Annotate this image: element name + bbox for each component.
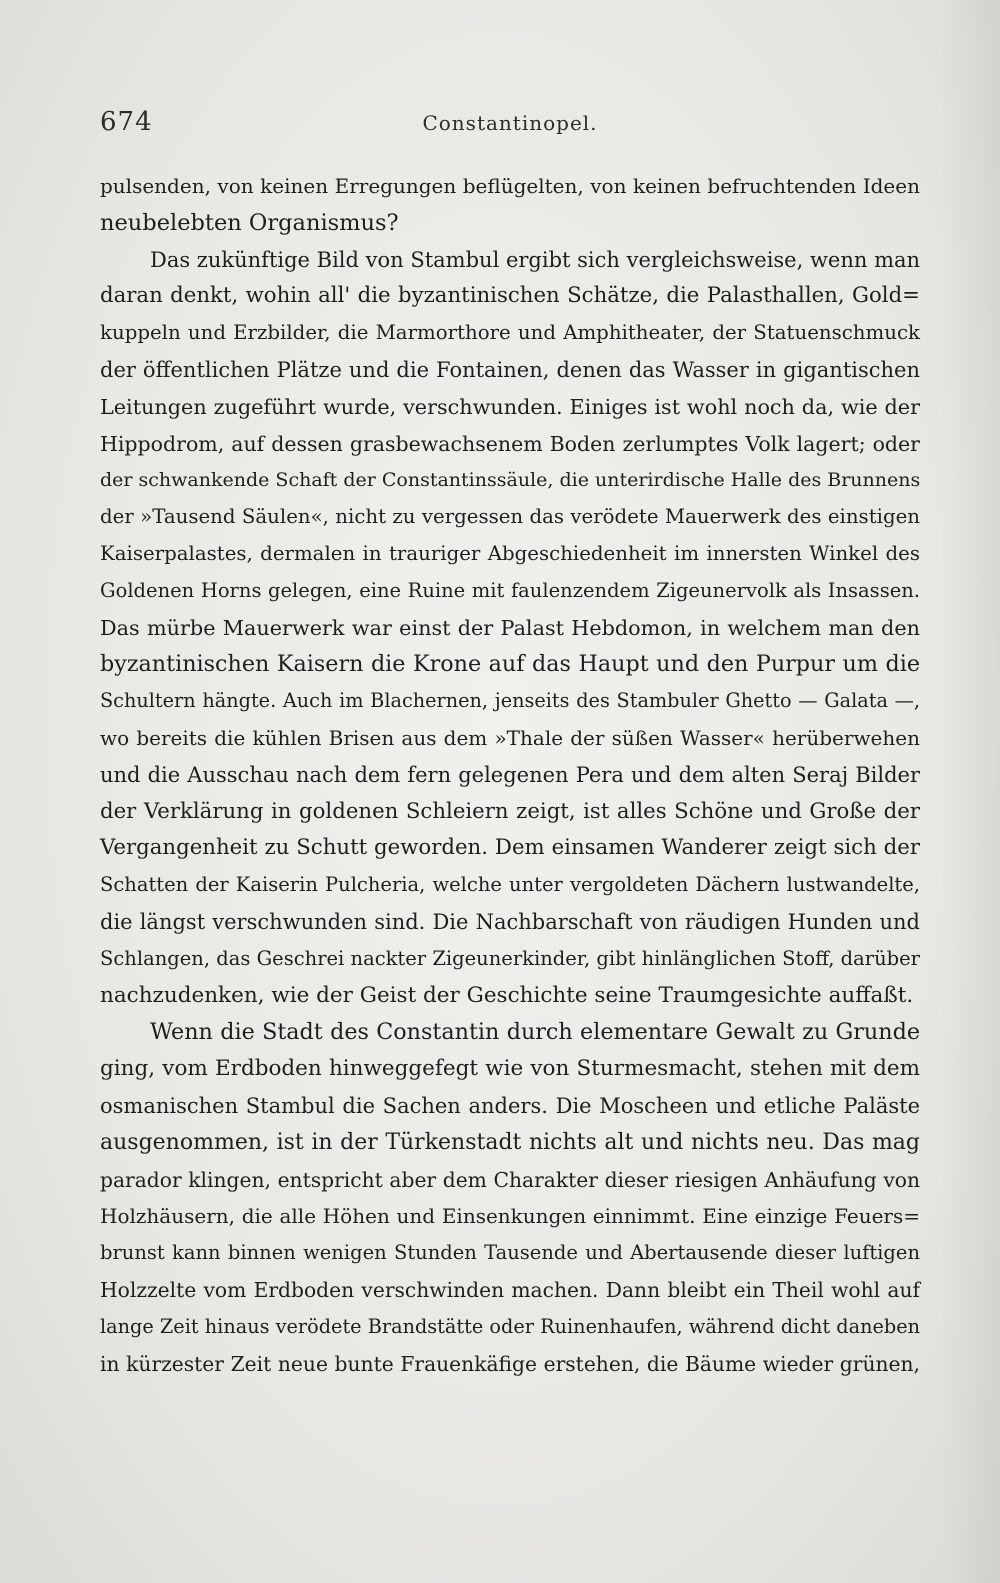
text-line: ging, vom Erdboden hinweggefegt wie von Sturmesmacht, stehen mit dem bbox=[100, 1056, 920, 1082]
text-line: Wenn die Stadt des Constantin durch elementare Gewalt zu Grunde bbox=[150, 1019, 920, 1046]
text-line: Holzzelte vom Erdboden verschwinden machen. Dann bleibt ein Theil wohl auf bbox=[100, 1277, 920, 1302]
text-line: und die Ausschau nach dem fern gelegenen Pera und dem alten Seraj Bilder bbox=[100, 762, 920, 787]
text-line: kuppeln und Erzbilder, die Marmorthore und Amphitheater, der Statuenschmuck bbox=[100, 321, 920, 345]
text-line: Schultern hängte. Auch im Blachernen, jenseits des Stambuler Ghetto — Galata —, bbox=[100, 689, 920, 713]
text-line: Leitungen zugeführt wurde, verschwunden. Einiges ist wohl noch da, wie der bbox=[100, 394, 920, 419]
text-line: Schatten der Kaiserin Pulcheria, welche unter vergoldeten Dächern lustwandelte, bbox=[100, 873, 920, 897]
text-line: byzantinischen Kaisern die Krone auf das Haupt und den Purpur um die bbox=[100, 651, 920, 678]
text-line: Hippodrom, auf dessen grasbewachsenem Boden zerlumptes Volk lagert; oder bbox=[100, 431, 920, 456]
text-line: brunst kann binnen wenigen Stunden Tausende und Abertausende dieser luftigen bbox=[100, 1241, 920, 1265]
text-line: der »Tausend Säulen«, nicht zu vergessen das verödete Mauerwerk des einstigen bbox=[100, 505, 920, 529]
text-line: parador klingen, entspricht aber dem Charakter dieser riesigen Anhäufung von bbox=[100, 1167, 920, 1192]
text-line: Das mürbe Mauerwerk war einst der Palast Hebdomon, in welchem man den bbox=[100, 615, 920, 640]
page-number: 674 bbox=[100, 107, 153, 137]
text-line: Goldenen Horns gelegen, eine Ruine mit faulenzendem Zigeunervolk als Insassen. bbox=[100, 578, 920, 602]
text-line: der schwankende Schaft der Constantinssäule, die unterirdische Halle des Brunnens bbox=[100, 469, 921, 492]
text-line: osmanischen Stambul die Sachen anders. Die Moscheen und etliche Paläste bbox=[100, 1093, 920, 1118]
text-line: ausgenommen, ist in der Türkenstadt nichts alt und nichts neu. Das mag bbox=[100, 1129, 920, 1155]
text-line: der Verklärung in goldenen Schleiern zeigt, ist alles Schöne und Große der bbox=[100, 798, 920, 824]
text-line: pulsenden, von keinen Erregungen beflügelten, von keinen befruchtenden Ideen bbox=[100, 174, 920, 198]
text-line: neubelebten Organismus? bbox=[100, 209, 399, 236]
text-line: Kaiserpalastes, dermalen in trauriger Abgeschiedenheit im innersten Winkel des bbox=[100, 541, 920, 565]
text-line: Holzhäusern, die alle Höhen und Einsenkungen einnimmt. Eine einzige Feuers= bbox=[100, 1204, 920, 1229]
page-shadow bbox=[940, 0, 1000, 1583]
text-line: nachzudenken, wie der Geist der Geschichte seine Traumgesichte auffaßt. bbox=[100, 982, 914, 1008]
text-line: der öffentlichen Plätze und die Fontainen, denen das Wasser in gigantischen bbox=[100, 357, 920, 382]
running-title: Constantinopel. bbox=[422, 111, 598, 135]
text-line: Schlangen, das Geschrei nackter Zigeunerkinder, gibt hinlänglichen Stoff, darüber bbox=[100, 946, 920, 970]
running-head bbox=[100, 107, 920, 147]
body-text bbox=[100, 168, 920, 1382]
text-line: lange Zeit hinaus verödete Brandstätte oder Ruinenhaufen, während dicht daneben bbox=[100, 1314, 920, 1338]
text-line: wo bereits die kühlen Brisen aus dem »Thale der süßen Wasser« herüberwehen bbox=[100, 725, 920, 750]
text-line: die längst verschwunden sind. Die Nachbarschaft von räudigen Hunden und bbox=[100, 909, 920, 934]
text-line: daran denkt, wohin all' die byzantinischen Schätze, die Palasthallen, Gold= bbox=[100, 283, 920, 309]
text-line: Vergangenheit zu Schutt geworden. Dem einsamen Wanderer zeigt sich der bbox=[100, 835, 920, 861]
text-line: in kürzester Zeit neue bunte Frauenkäfige erstehen, die Bäume wieder grünen, bbox=[100, 1351, 920, 1376]
text-line: Das zukünftige Bild von Stambul ergibt sich vergleichsweise, wenn man bbox=[150, 247, 921, 272]
